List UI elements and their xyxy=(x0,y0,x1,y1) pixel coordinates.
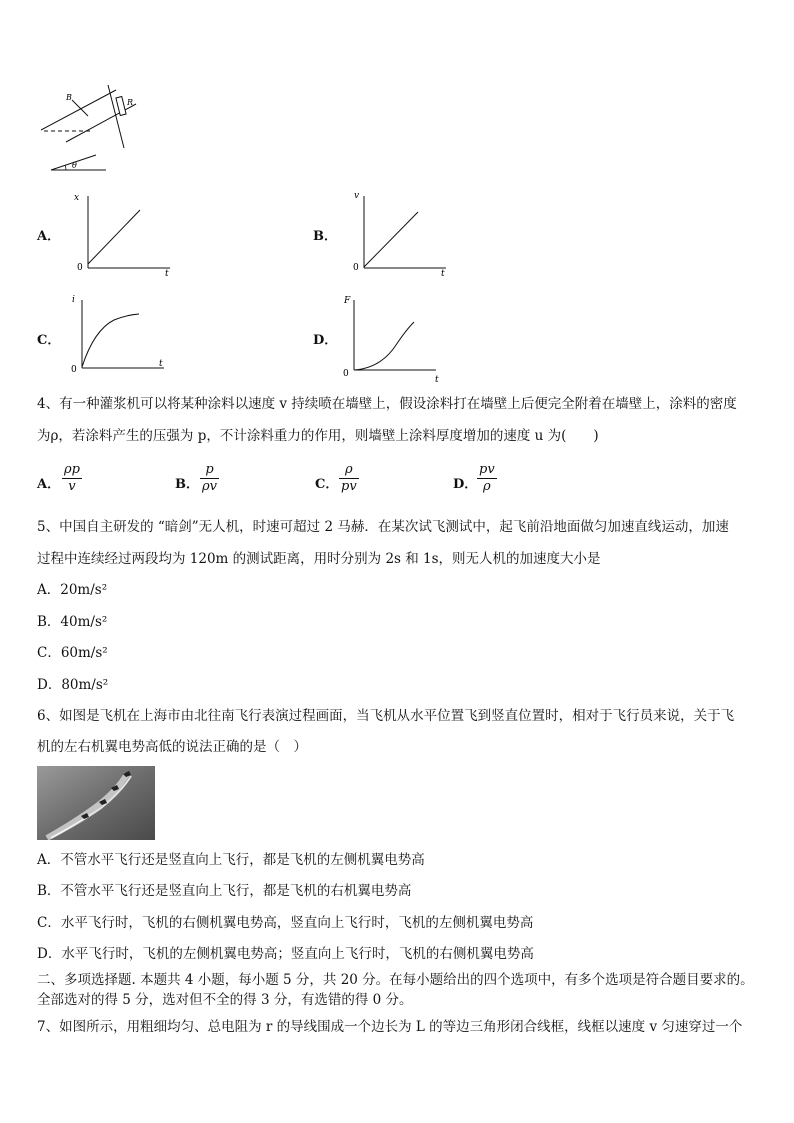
q5-line1: 5、中国自主研发的 “暗剑”无人机，时速可超过 2 马赫．在某次试飞测试中，起飞前沿地面做匀加速直线运动，加速 xyxy=(37,519,729,535)
svg-text:v: v xyxy=(354,191,360,201)
theta-label: θ xyxy=(72,161,77,170)
option-C-letter: C． xyxy=(37,333,61,348)
q6-line2: 机的左右机翼电势高低的说法正确的是（ ） xyxy=(37,739,307,755)
option-A-letter: A． xyxy=(37,229,61,244)
q4-option-B: B． xyxy=(175,477,199,492)
svg-text:0: 0 xyxy=(343,369,349,379)
q6-line1: 6、如图是飞机在上海市由北往南飞行表演过程画面，当飞机从水平位置飞到竖直位置时，相对于飞行员来说，关于飞 xyxy=(37,708,735,724)
q4-option-D: D． xyxy=(453,477,478,492)
option-D-letter: D． xyxy=(313,333,338,348)
svg-text:t: t xyxy=(435,375,439,385)
q4-line1: 4、有一种灌浆机可以将某种涂料以速度 v 持续喷在墙壁上，假设涂料打在墙壁上后便完全附着在墙壁上，涂料的密度 xyxy=(37,396,737,412)
incline-rail-figure xyxy=(36,80,146,175)
q6-option-C: C．水平飞行时，飞机的右侧机翼电势高，竖直向上飞行时，飞机的左侧机翼电势高 xyxy=(37,915,534,931)
svg-text:0: 0 xyxy=(353,263,359,273)
q5-option-B: B．40m/s² xyxy=(37,614,108,630)
q4-line2: 为ρ，若涂料产生的压强为 p，不计涂料重力的作用，则墙壁上涂料厚度增加的速度 u 为( ) xyxy=(37,428,599,444)
svg-text:t: t xyxy=(441,269,445,278)
q6-option-D: D．水平飞行时，飞机的左侧机翼电势高；竖直向上飞行时，飞机的右侧机翼电势高 xyxy=(37,946,534,962)
graph-C-i-vs-t xyxy=(64,290,174,380)
graph-A-x-vs-t xyxy=(70,188,180,278)
q5-line2: 过程中连续经过两段均为 120m 的测试距离，用时分别为 2s 和 1s，则无人机的加速度大小是 xyxy=(37,551,601,567)
q7-line1: 7、如图所示，用粗细均匀、总电阻为 r 的导线围成一个边长为 L 的等边三角形闭合线框，线框以速度 v 匀速穿过一个 xyxy=(37,1019,743,1035)
q4-option-A: A． xyxy=(37,477,61,492)
svg-text:i: i xyxy=(72,295,75,305)
q4-option-C-fraction: $\frac{\rho}{pv}$ xyxy=(341,462,357,494)
q4-option-D-fraction: $\frac{pv}{\rho}$ xyxy=(479,462,495,494)
resistor-R-label: R xyxy=(127,98,134,107)
section2-line2: 全部选对的得 5 分，选对但不全的得 3 分，有选错的得 0 分。 xyxy=(37,992,413,1008)
q5-option-A: A．20m/s² xyxy=(37,582,108,598)
svg-text:t: t xyxy=(165,269,169,278)
q6-option-A: A．不管水平飞行还是竖直向上飞行，都是飞机的左侧机翼电势高 xyxy=(37,852,425,868)
graph-D-F-vs-t xyxy=(336,290,446,385)
option-B-letter: B． xyxy=(313,229,337,244)
svg-text:x: x xyxy=(74,193,80,203)
svg-text:0: 0 xyxy=(77,263,83,273)
section2-line1: 二、多项选择题. 本题共 4 小题，每小题 5 分，共 20 分。在每小题给出的四个选项中，有多个选项是符合题目要求的。 xyxy=(37,972,754,988)
field-B-label: B xyxy=(66,93,72,102)
svg-text:t: t xyxy=(159,359,163,369)
graph-B-v-vs-t xyxy=(346,188,456,278)
svg-text:0: 0 xyxy=(71,365,77,375)
airshow-photo xyxy=(37,766,155,840)
q4-option-C: C． xyxy=(315,477,339,492)
q4-option-A-fraction: $\frac{\rho p}{v}$ xyxy=(64,462,80,494)
q5-option-C: C．60m/s² xyxy=(37,645,108,661)
q5-option-D: D．80m/s² xyxy=(37,677,109,693)
q6-option-B: B．不管水平飞行还是竖直向上飞行，都是飞机的右机翼电势高 xyxy=(37,883,412,899)
svg-text:F: F xyxy=(344,296,351,306)
q4-option-B-fraction: $\frac{p}{\rho v}$ xyxy=(202,462,217,494)
